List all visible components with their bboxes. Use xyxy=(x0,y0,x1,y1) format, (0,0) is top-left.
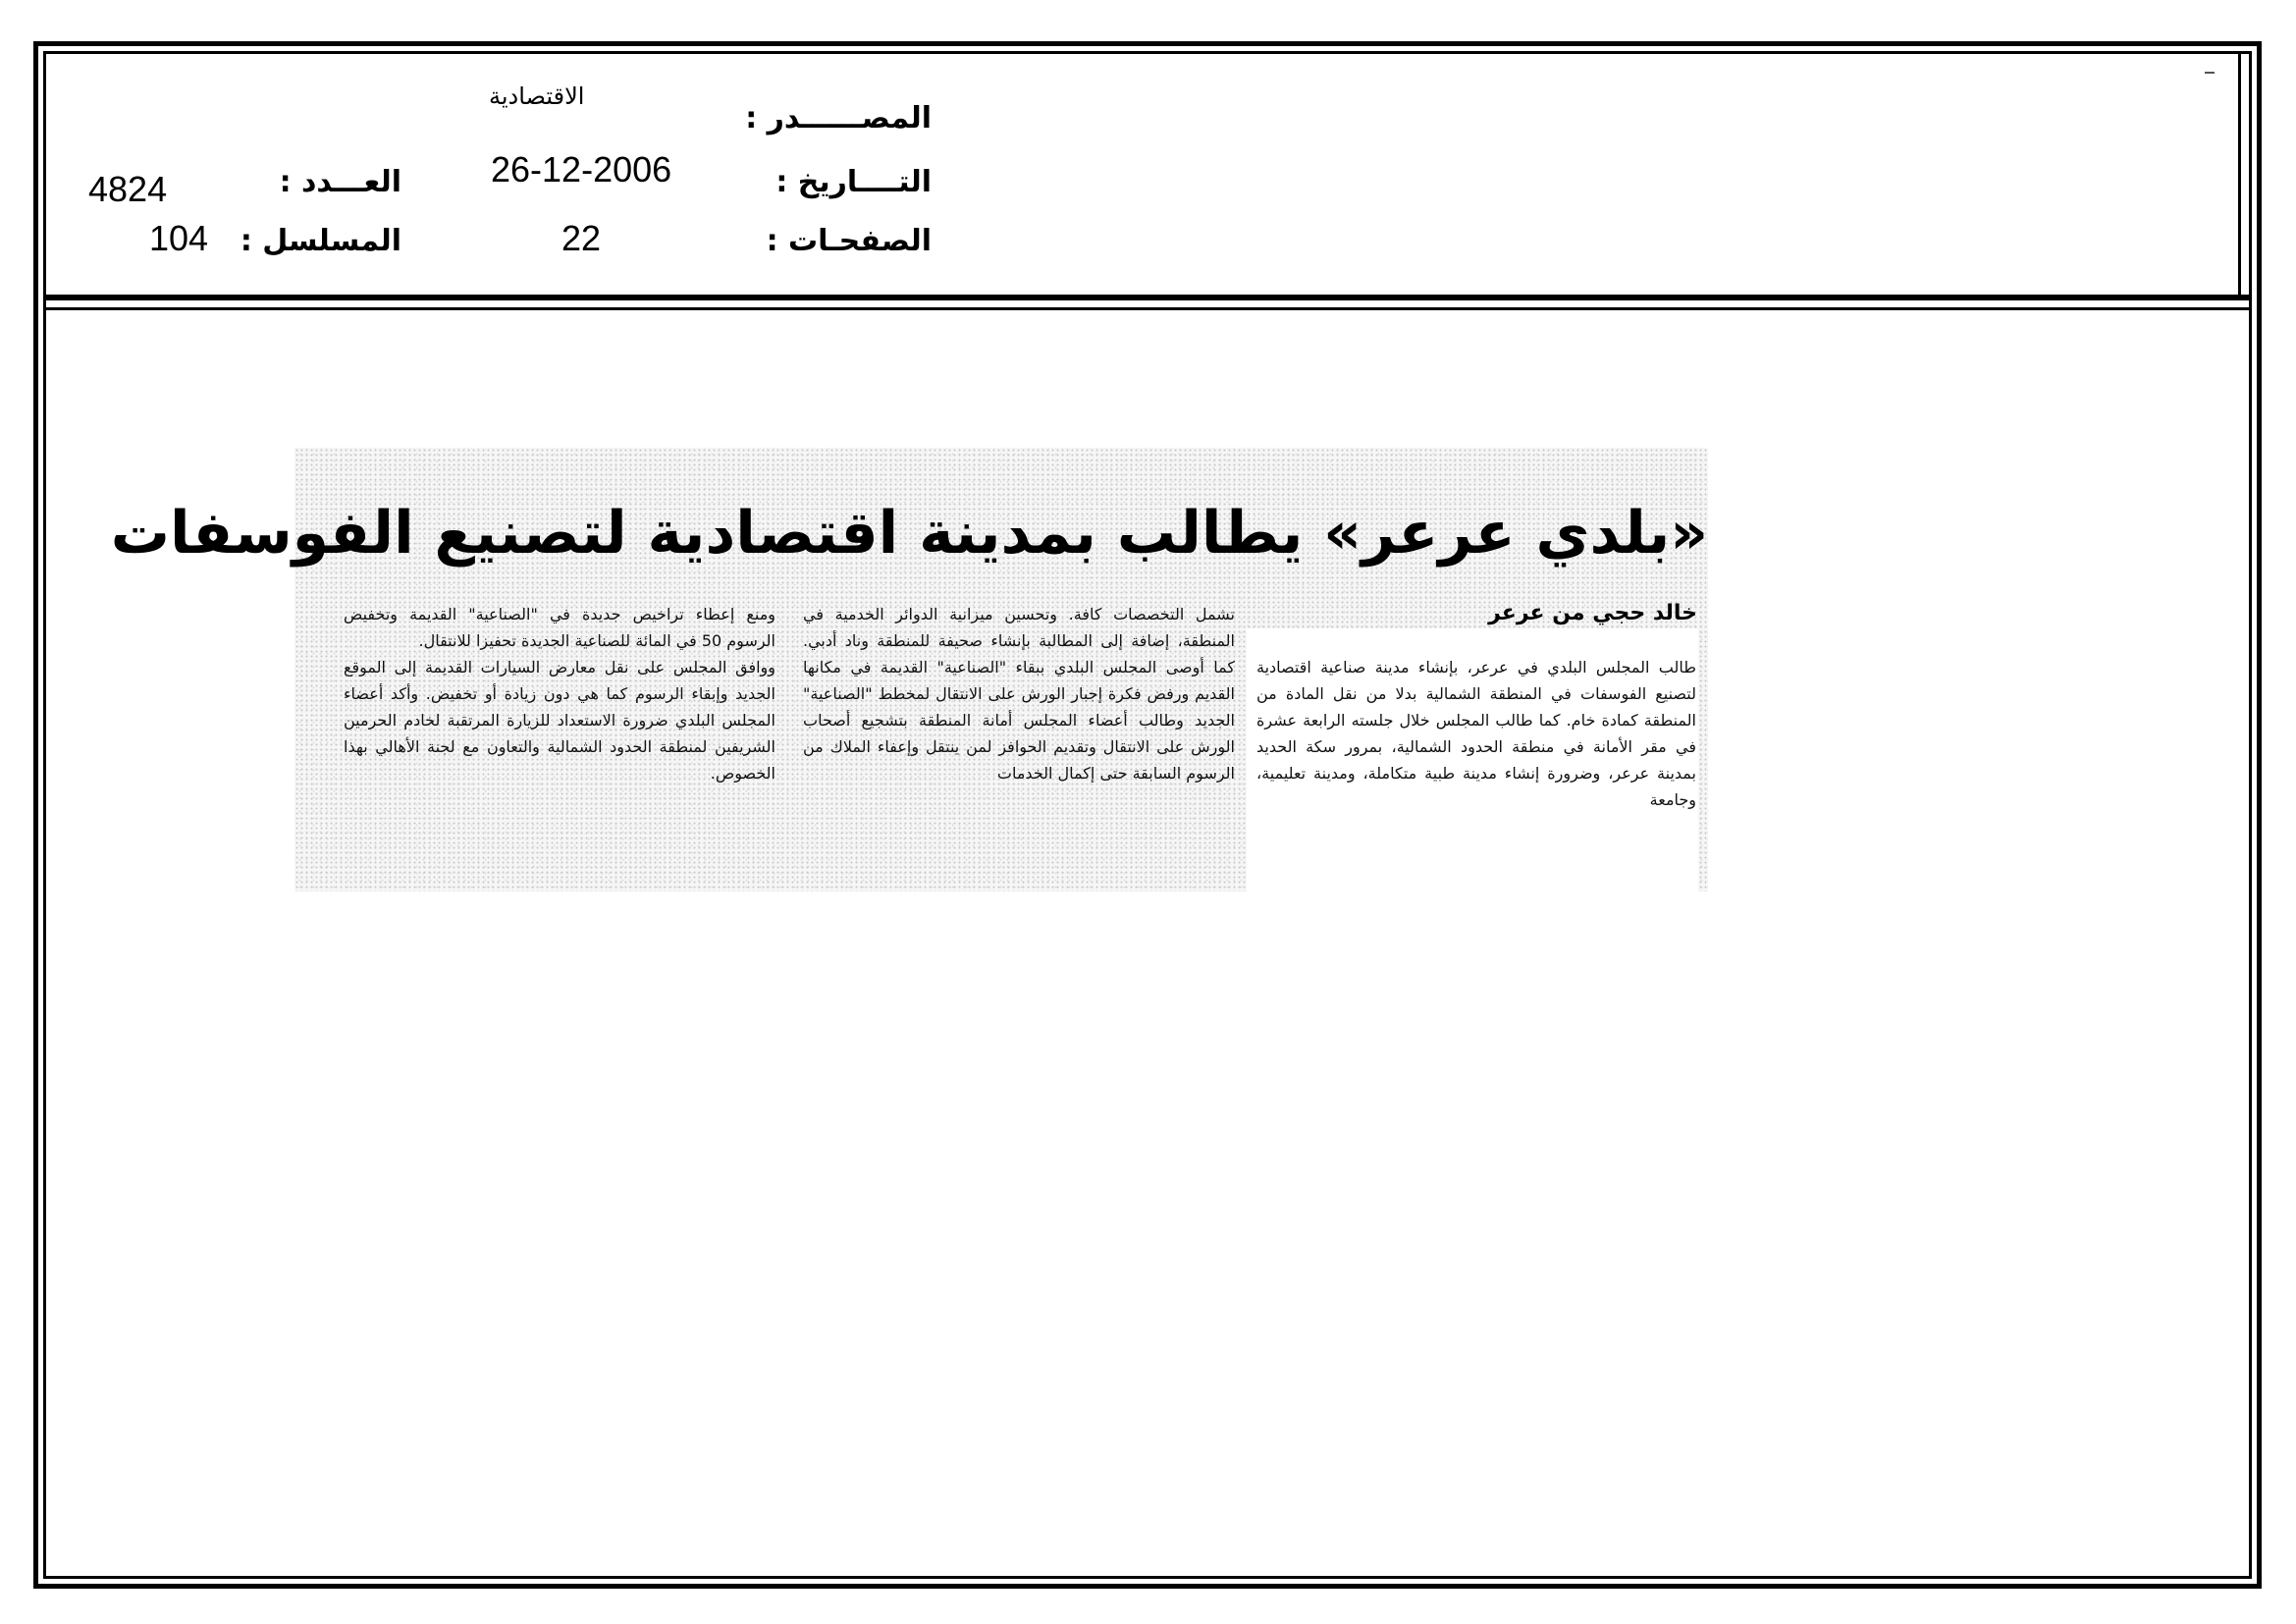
column-3-paragraph-2: ووافق المجلس على نقل معارض السيارات القديمة إلى الموقع الجديد وإبقاء الرسوم كما هي دون زيادة أو تخفيض. وأكد أعضاء المجلس البلدي ضرورة الاستعداد للزيارة المرتقبة لخادم الحرمين الشريفين لمنطقة الحدود الشمالية والتعاون مع لجنة الأهالي بهذا الخصوص. xyxy=(344,658,775,783)
header-divider xyxy=(43,295,2252,300)
article-column-1 xyxy=(1256,654,1696,813)
serial-label: المسلسل : xyxy=(240,224,401,258)
column-2-text: تشمل التخصصات كافة. وتحسين ميزانية الدوائر الخدمية في المنطقة، إضافة إلى المطالبة بإنشاء صحيفة للمنطقة وناد أدبي. كما أوصى المجلس البلدي ببقاء "الصناعية" القديمة في مكانها القديم ورفض فكرة إجبار الورش على الانتقال لمخطط "الصناعية" الجديد وطالب أعضاء المجلس أمانة المنطقة بتشجيع أصحاب الورش على الانتقال وتقديم الحوافز لمن ينتقل وإعفاء الملاك من الرسوم السابقة حتى إكمال الخدمات xyxy=(803,605,1235,783)
article-byline: خالد حجي من عرعر xyxy=(1488,601,1697,625)
column-1-text: طالب المجلس البلدي في عرعر، بإنشاء مدينة صناعية اقتصادية لتصنيع الفوسفات في المنطقة الشمالية بدلا من نقل المادة من المنطقة كمادة خام. كما طالب المجلس خلال جلسته الرابعة عشرة في مقر الأمانة في منطقة الحدود الشمالية، بمرور سكة الحديد بمدينة عرعر، وضرورة إنشاء مدينة طبية متكاملة، ومدينة تعليمية، وجامعة xyxy=(1256,658,1696,809)
serial-value: 104 xyxy=(149,218,209,258)
issue-value: 4824 xyxy=(88,169,168,209)
article-column-2 xyxy=(803,601,1235,786)
date-label: التــــاريخ : xyxy=(775,165,932,199)
issue-label: العـــدد : xyxy=(279,165,401,199)
article-headline: «بلدي عرعر» يطالب بمدينة اقتصادية لتصنيع الفوسفات xyxy=(110,499,1708,568)
header-side-rule xyxy=(2238,51,2241,300)
source-value: الاقتصادية xyxy=(489,82,585,110)
header-divider-thin xyxy=(43,307,2252,310)
date-value: 26-12-2006 xyxy=(491,149,672,189)
source-label: المصــــــدر : xyxy=(745,101,932,135)
pages-label: الصفحـات : xyxy=(766,224,932,258)
column-3-paragraph-1: ومنع إعطاء تراخيص جديدة في "الصناعية" القديمة وتخفيض الرسوم 50 في المائة للصناعية الجديدة تحفيزا للانتقال. xyxy=(344,605,775,650)
corner-tick xyxy=(2205,72,2215,74)
pages-value: 22 xyxy=(561,218,602,258)
article-column-3 xyxy=(344,601,775,786)
